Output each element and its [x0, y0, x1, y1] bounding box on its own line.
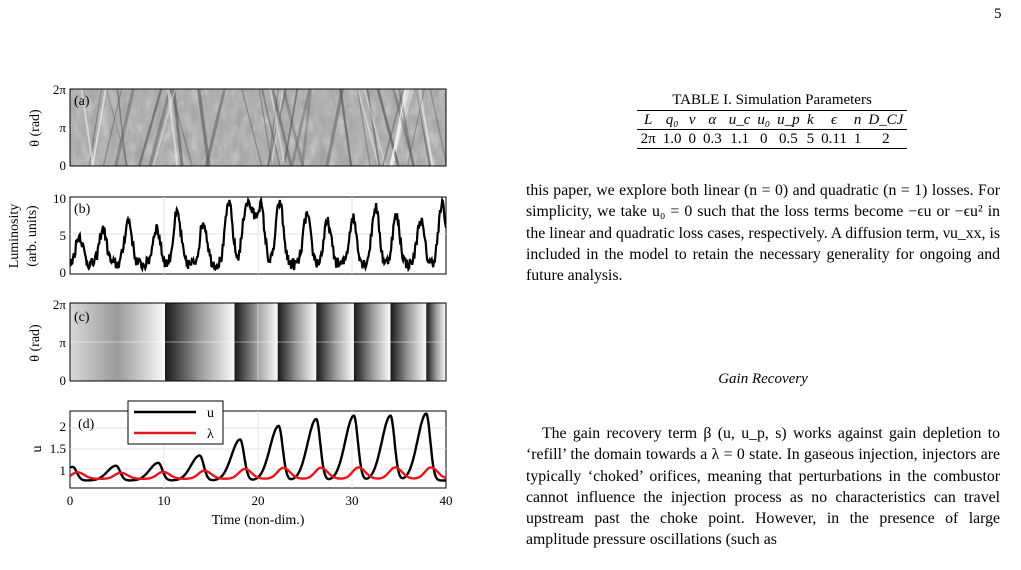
table-cell: 0 — [760, 131, 768, 147]
ytick-a-0: 0 — [59, 158, 66, 173]
panel-c — [70, 303, 446, 381]
table-header-cell: ϵ — [818, 111, 851, 130]
table-header-cell: D_CJ — [865, 111, 907, 130]
table-header-cell: u₀ — [754, 111, 774, 130]
body-paragraph-1: this paper, we explore both linear (n = 0) and quadratic (n = 1) losses. For simplicity, we take u₀ = 0 such that the loss terms become −ϵu or −ϵu² in the linear and quadratic loss cases, respectively. A diffusion term, νu_xx, is included in the model to retain the necessary generality for ongoing and future analysis. — [526, 182, 1000, 285]
xtick-40: 40 — [439, 493, 453, 508]
panel-b-ylabel-line1: Luminosity — [7, 203, 22, 269]
ytick-d-1.5: 1.5 — [49, 441, 66, 456]
xtick-10: 10 — [157, 493, 171, 508]
ytick-a-pi: π — [59, 120, 66, 135]
table-header-cell: ν — [685, 111, 700, 130]
ytick-d-2: 2 — [59, 419, 66, 434]
ytick-b-5: 5 — [59, 228, 66, 243]
table-cell: 2 — [882, 131, 890, 147]
table-header-cell: α — [699, 111, 725, 130]
parameter-table-block — [611, 92, 933, 149]
table-cell: 0 — [688, 131, 696, 147]
legend-u-label: u — [207, 406, 214, 421]
table-header-cell: n — [850, 111, 865, 130]
table-header-row — [637, 111, 907, 130]
panel-c-label: (c) — [74, 310, 90, 325]
panel-d — [70, 401, 446, 488]
table-cell: 0.3 — [702, 131, 722, 147]
panel-d-ylabel: u — [30, 445, 45, 453]
body-paragraph-2: The gain recovery term β (u, u_p, s) works against gain depletion to ‘refill’ the domain towards a λ = 0 state. In gaseous injection, injectors are typically ‘choked’ orifices, meaning that perturbations in the combustor cannot influence the injection process as no characteristics can travel upstream past the choke point. However, in the presence of large amplitude pressure oscillations (such as — [526, 425, 1000, 549]
ytick-c-2pi: 2π — [52, 297, 66, 312]
table-header-cell: k — [803, 111, 818, 130]
table-header-cell: q₀ — [659, 111, 685, 130]
panel-b-label: (b) — [74, 202, 91, 217]
panel-d-label: (d) — [78, 417, 95, 432]
panel-a-label: (a) — [74, 94, 90, 109]
xtick-20: 20 — [251, 493, 265, 508]
figure — [0, 0, 520, 540]
section-heading: Gain Recovery — [718, 371, 808, 387]
table-row — [637, 130, 907, 149]
parameter-table — [637, 110, 907, 149]
page-number: 5 — [994, 6, 1002, 22]
table-caption: TABLE I. Simulation Parameters — [672, 92, 872, 108]
x-axis-label: Time (non-dim.) — [211, 513, 305, 528]
panel-a — [70, 89, 447, 166]
table-cell: 1 — [853, 131, 862, 147]
table-cell: 1.0 — [662, 131, 682, 147]
table-cell: 5 — [806, 131, 815, 147]
ytick-d-1: 1 — [59, 463, 66, 478]
table-header-cell: u_p — [774, 111, 804, 130]
legend — [128, 401, 223, 444]
panel-b — [70, 197, 446, 274]
table-cell: 1.1 — [730, 131, 749, 147]
legend-lambda-label: λ — [207, 427, 214, 442]
ytick-b-10: 10 — [53, 191, 66, 206]
table-cell: 0.11 — [821, 131, 847, 147]
xtick-0: 0 — [66, 493, 74, 508]
table-cell: 0.5 — [779, 131, 798, 147]
ytick-c-pi: π — [59, 335, 66, 350]
ytick-a-2pi: 2π — [52, 82, 66, 97]
xtick-30: 30 — [345, 493, 359, 508]
y-ticks — [50, 82, 67, 478]
panel-a-ylabel: θ (rad) — [28, 109, 43, 147]
ytick-b-0: 0 — [59, 265, 66, 280]
table-header-cell: L — [637, 111, 659, 130]
panel-b-ylabel-line2: (arb. units) — [25, 205, 40, 267]
panel-c-ylabel: θ (rad) — [28, 324, 43, 362]
ytick-c-0: 0 — [59, 373, 66, 388]
table-header-cell: u_c — [725, 111, 754, 130]
table-cell: 2π — [640, 131, 656, 147]
